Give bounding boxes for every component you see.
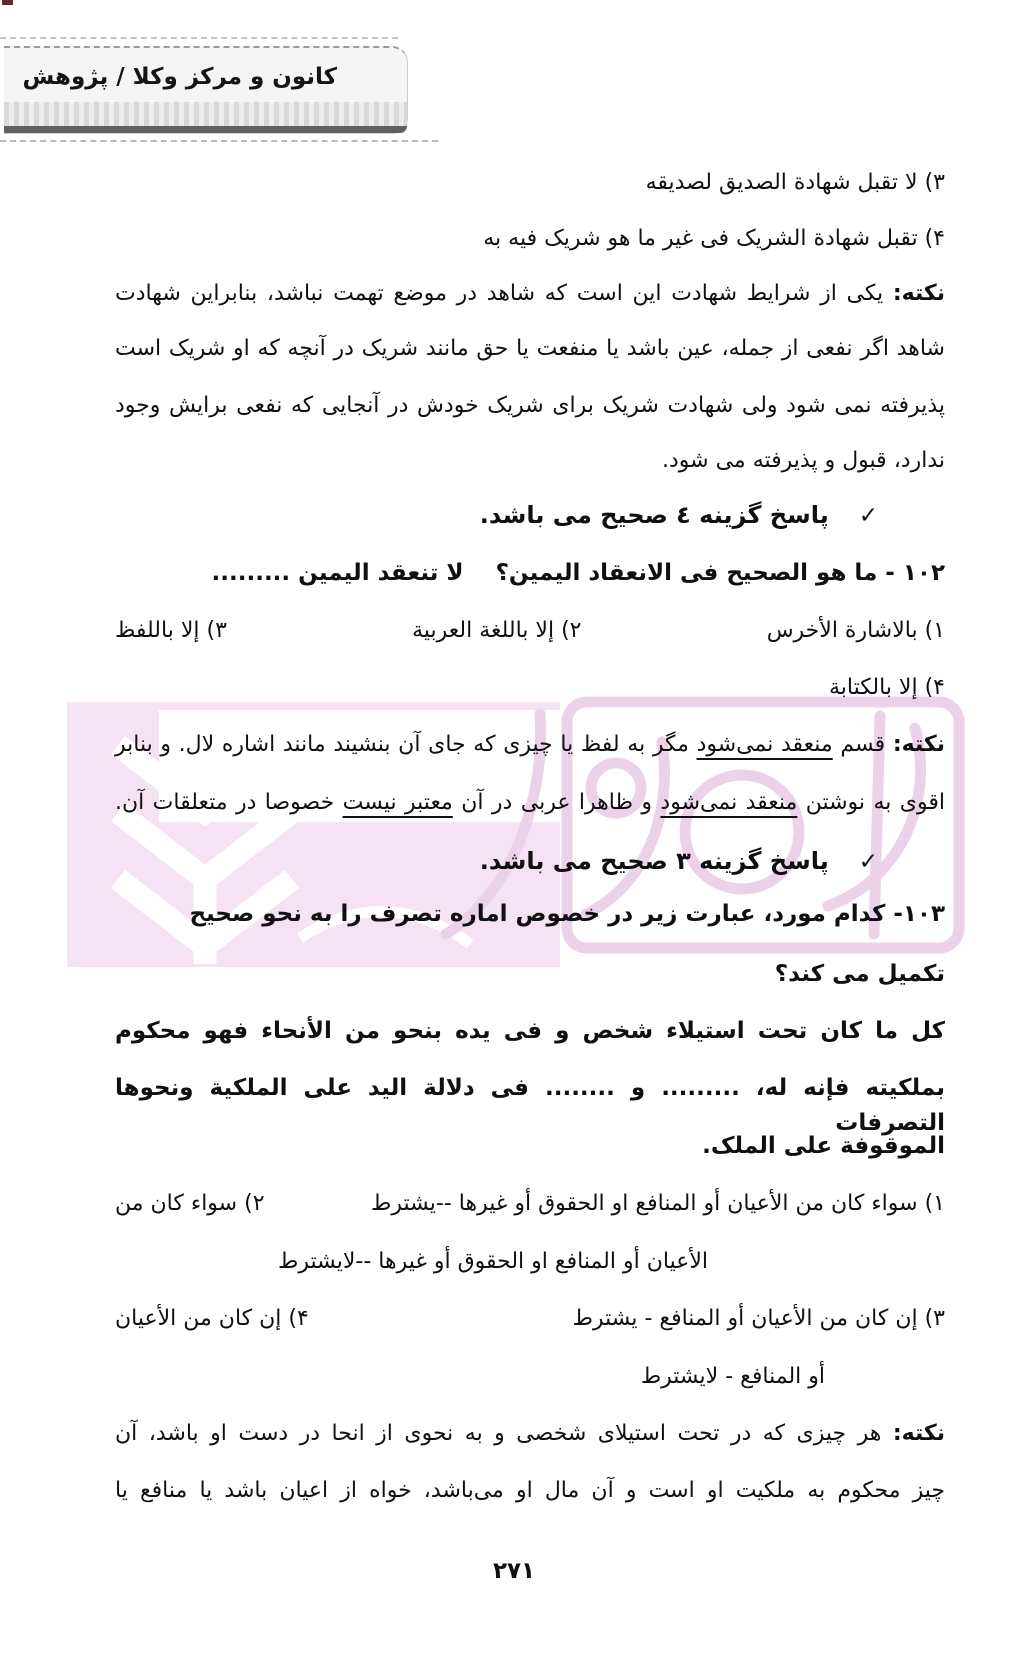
note-3-line-2: چیز محکوم به ملکیت او است و آن مال او می‌باشد، خواه از اعیان باشد یا منافع یا xyxy=(115,1478,945,1503)
q101-option-4: ۴) تقبل شهادة الشریک فی غیر ما هو شریک فیه به xyxy=(483,226,945,251)
answer-101 xyxy=(480,497,878,534)
underlined-phrase: منعقد نمی‌شود xyxy=(660,790,798,815)
note-3-line-1 xyxy=(115,1417,945,1450)
page-header-box xyxy=(4,46,408,134)
header-dashed-line-bottom xyxy=(0,140,438,142)
page-number: ۲۷۱ xyxy=(492,1558,536,1584)
answer-102-text: پاسخ گزینه ۳ صحیح می باشد. xyxy=(479,847,829,875)
answer-102 xyxy=(480,843,878,880)
note-1-line-2: شاهد اگر نفعی از جمله، عین باشد یا منفعت یا حق مانند شریک در آنچه که او شریک است xyxy=(115,336,945,361)
check-icon: ✓ xyxy=(858,849,878,875)
note-1-line-3: پذیرفته نمی شود ولی شهادت شریک برای شریک خودش در آنجایی که نفعی برایش وجود xyxy=(115,393,945,418)
note-text: اقوی به نوشتن xyxy=(797,790,946,815)
note-1-line-4: ندارد، قبول و پذیرفته می شود. xyxy=(662,448,945,473)
question-103-stem-line-1: ۱۰۳- کدام مورد، عبارت زیر در خصوص اماره تصرف را به نحو صحیح xyxy=(189,901,945,927)
q101-option-3: ۳) لا تقبل شهادة الصدیق لصدیقه xyxy=(645,170,945,195)
q103-option-2-continuation: الأعیان أو المنافع او الحقوق أو غیرها --لایشترط xyxy=(277,1249,708,1274)
q103-option-1: ۱) سواء کان من الأعیان أو المنافع او الحقوق أو غیرها --یشترط xyxy=(371,1191,945,1216)
note-label: نکته: xyxy=(892,281,945,306)
note-text: مگر به لفظ یا چیزی که جای آن بنشیند مانند اشاره لال. و بنابر xyxy=(115,732,697,757)
header-dashed-line-top xyxy=(0,37,398,39)
header-shade-band xyxy=(4,102,407,126)
q102-option-4: ۴) إلا بالکتابة xyxy=(829,675,945,700)
q103-passage-line-2: بملکیته فإنه له، ......... و ........ فی دلالة الید علی الملکیة ونحوها التصرفات xyxy=(115,1075,945,1136)
answer-101-text: پاسخ گزینه ٤ صحیح می باشد. xyxy=(479,501,829,529)
scan-artifact-mark xyxy=(2,0,13,5)
q103-passage-line-1: کل ما کان تحت استیلاء شخص و فی یده بنحو من الأنحاء فهو محکوم xyxy=(115,1018,945,1044)
q102-option-3: ۳) إلا باللفظ xyxy=(115,618,227,643)
q103-option-2-start: ۲) سواء کان من xyxy=(115,1191,265,1216)
underlined-phrase: معتبر نیست xyxy=(342,790,453,815)
check-icon: ✓ xyxy=(858,503,878,529)
header-underline xyxy=(4,126,407,133)
question-103-stem-line-2: تکمیل می کند؟ xyxy=(774,961,945,987)
q102-option-2: ۲) إلا باللغة العربیة xyxy=(412,618,582,643)
q103-option-4-start: ۴) إن کان من الأعیان xyxy=(115,1306,309,1331)
q102-option-1: ۱) بالاشارة الأخرس xyxy=(766,618,945,643)
q103-option-3: ۳) إن کان من الأعیان أو المنافع - یشترط xyxy=(572,1306,945,1331)
note-text: و ظاهرا عربی در آن xyxy=(452,790,661,815)
note-label: نکته: xyxy=(892,732,945,757)
note-text: یکی از شرایط شهادت این است که شاهد در موضع تهمت نباشد، بنابراین شهادت xyxy=(115,281,893,306)
note-1-line-1 xyxy=(115,277,945,310)
note-text: قسم xyxy=(832,732,893,757)
q103-options-row-1 xyxy=(115,1187,945,1220)
note-2-line-1 xyxy=(115,728,945,761)
note-text: هر چیزی که در تحت استیلای شخصی و به نحوی از انحا در دست او باشد، آن xyxy=(115,1421,893,1446)
note-text: خصوصا در متعلقات آن. xyxy=(115,790,343,815)
note-label: نکته: xyxy=(892,1421,945,1446)
q103-options-row-2 xyxy=(115,1302,945,1335)
question-102-stem: ۱۰۲ - ما هو الصحیح فی الانعقاد الیمین؟ لا تنعقد الیمین ......... xyxy=(211,560,945,586)
q103-passage-line-3: الموقوفة علی الملک. xyxy=(702,1133,945,1159)
underlined-phrase: منعقد نمی‌شود xyxy=(696,732,833,757)
q102-options-row xyxy=(115,614,945,647)
note-2-line-2 xyxy=(115,786,945,819)
q103-option-4-continuation: أو المنافع - لایشترط xyxy=(640,1364,825,1389)
header-title: کانون و مرکز وکلا / پژوهش xyxy=(22,64,337,90)
